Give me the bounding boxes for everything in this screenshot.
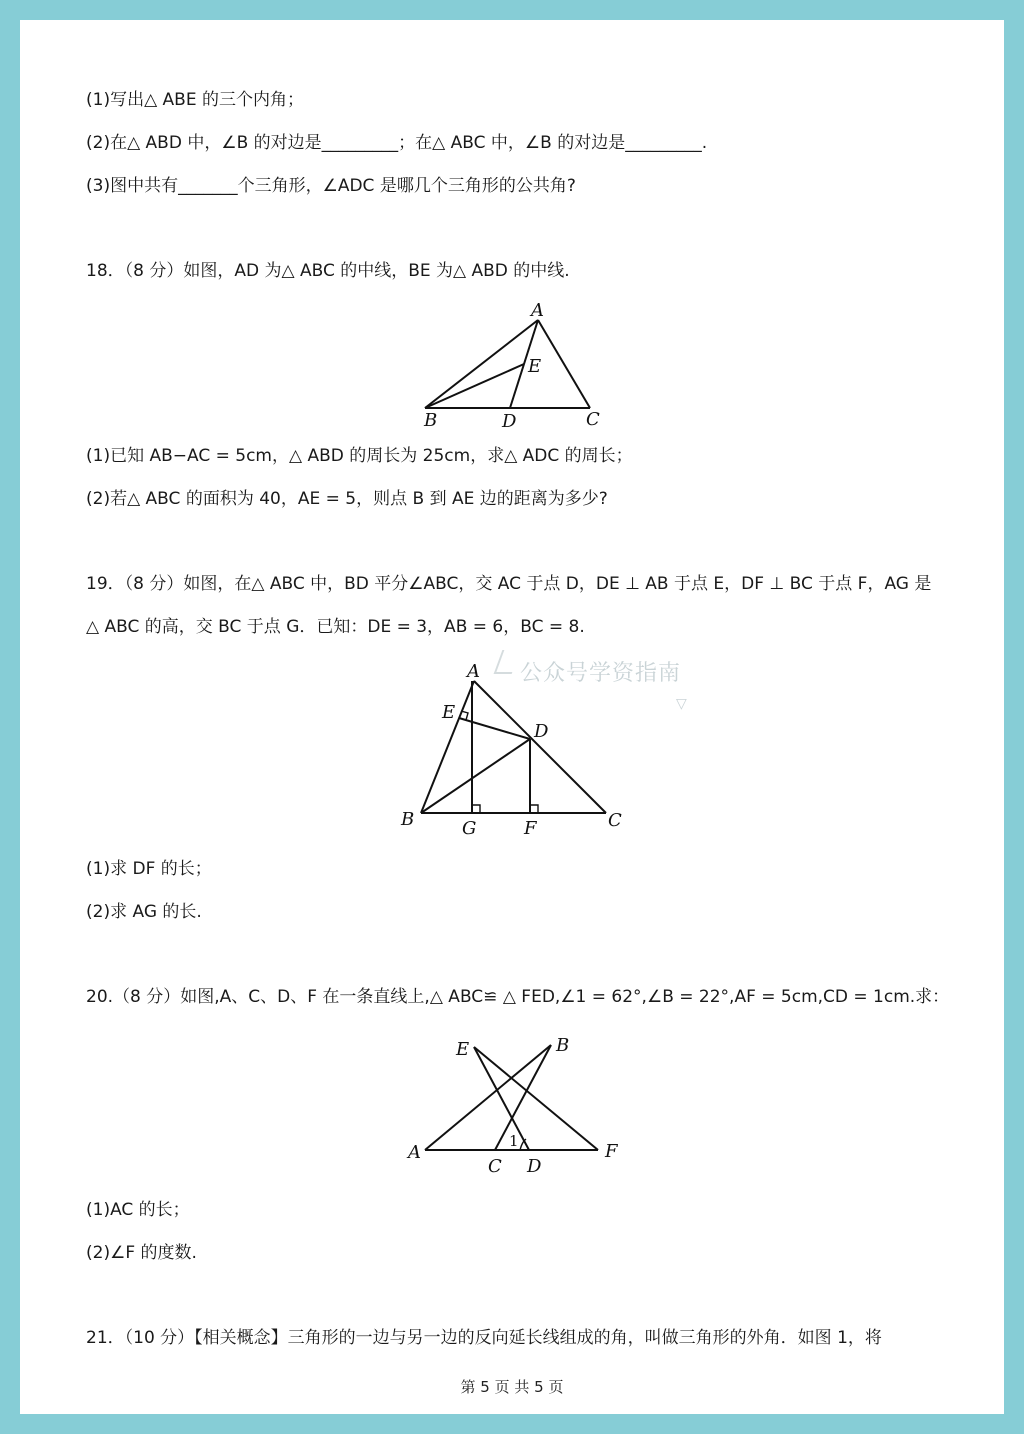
q18-part2: (2)若△ ABC 的面积为 40，AE = 5，则点 B 到 AE 边的距离为多少?	[86, 489, 608, 509]
q20-label-f: F	[605, 1141, 618, 1162]
q18-stem: 18．（8 分）如图，AD 为△ ABC 的中线，BE 为△ ABD 的中线.	[86, 261, 570, 281]
q19-label-e: E	[442, 702, 456, 723]
q19-part1: (1)求 DF 的长；	[86, 859, 212, 879]
q19-label-b: B	[401, 809, 415, 830]
q17-part2: (2)在△ ABD 中，∠B 的对边是_________；在△ ABC 中，∠B 的对边是_________.	[86, 133, 708, 153]
q20-label-b: B	[556, 1035, 570, 1056]
q18-label-e: E	[528, 356, 542, 377]
q20-seg-ef	[474, 1047, 598, 1150]
q18-label-a: A	[531, 300, 544, 321]
q19-part2: (2)求 AG 的长.	[86, 902, 202, 922]
q18-label-d: D	[502, 411, 517, 432]
q19-stem-line2: △ ABC 的高，交 BC 于点 G．已知：DE = 3，AB = 6，BC = 8.	[86, 617, 585, 637]
q20-seg-ab	[425, 1045, 551, 1150]
q20-seg-bc	[495, 1045, 551, 1150]
q20-label-e: E	[456, 1039, 470, 1060]
q20-label-angle-1: 1	[509, 1132, 519, 1150]
q19-label-c: C	[608, 810, 622, 831]
q20-stem: 20.（8 分）如图,A、C、D、F 在一条直线上,△ ABC≌ △ FED,∠1 = 62°,∠B = 22°,AF = 5cm,CD = 1cm.求：	[86, 987, 950, 1007]
q17-part3: (3)图中共有_______个三角形，∠ADC 是哪几个三角形的公共角?	[86, 176, 576, 196]
q20-label-c: C	[488, 1156, 502, 1177]
q20-seg-ed	[474, 1047, 529, 1150]
q19-label-f: F	[524, 818, 537, 839]
watermark-chevron-icon: ▽	[676, 696, 687, 712]
q20-part1: (1)AC 的长；	[86, 1200, 190, 1220]
q18-label-c: C	[586, 409, 600, 430]
q20-label-a: A	[408, 1142, 421, 1163]
q20-part2: (2)∠F 的度数.	[86, 1243, 197, 1263]
exam-page	[20, 20, 1004, 1414]
q19-label-d: D	[534, 721, 549, 742]
q21-stem: 21．（10 分）【相关概念】三角形的一边与另一边的反向延长线组成的角，叫做三角形的外角．如图 1，将	[86, 1328, 882, 1348]
q19-stem-line1: 19．（8 分）如图，在△ ABC 中，BD 平分∠ABC，交 AC 于点 D，DE ⊥ AB 于点 E，DF ⊥ BC 于点 F，AG 是	[86, 574, 932, 594]
watermark-text: 公众号学资指南	[520, 661, 682, 686]
q17-part1: (1)写出△ ABE 的三个内角；	[86, 90, 304, 110]
page-footer: 第 5 页 共 5 页	[460, 1378, 564, 1396]
q18-part1: (1)已知 AB−AC = 5cm，△ ABD 的周长为 25cm，求△ ADC 的周长；	[86, 446, 633, 466]
q19-label-a: A	[467, 661, 480, 682]
q20-label-d: D	[527, 1156, 542, 1177]
q18-label-b: B	[424, 410, 438, 431]
q19-label-g: G	[462, 818, 477, 839]
